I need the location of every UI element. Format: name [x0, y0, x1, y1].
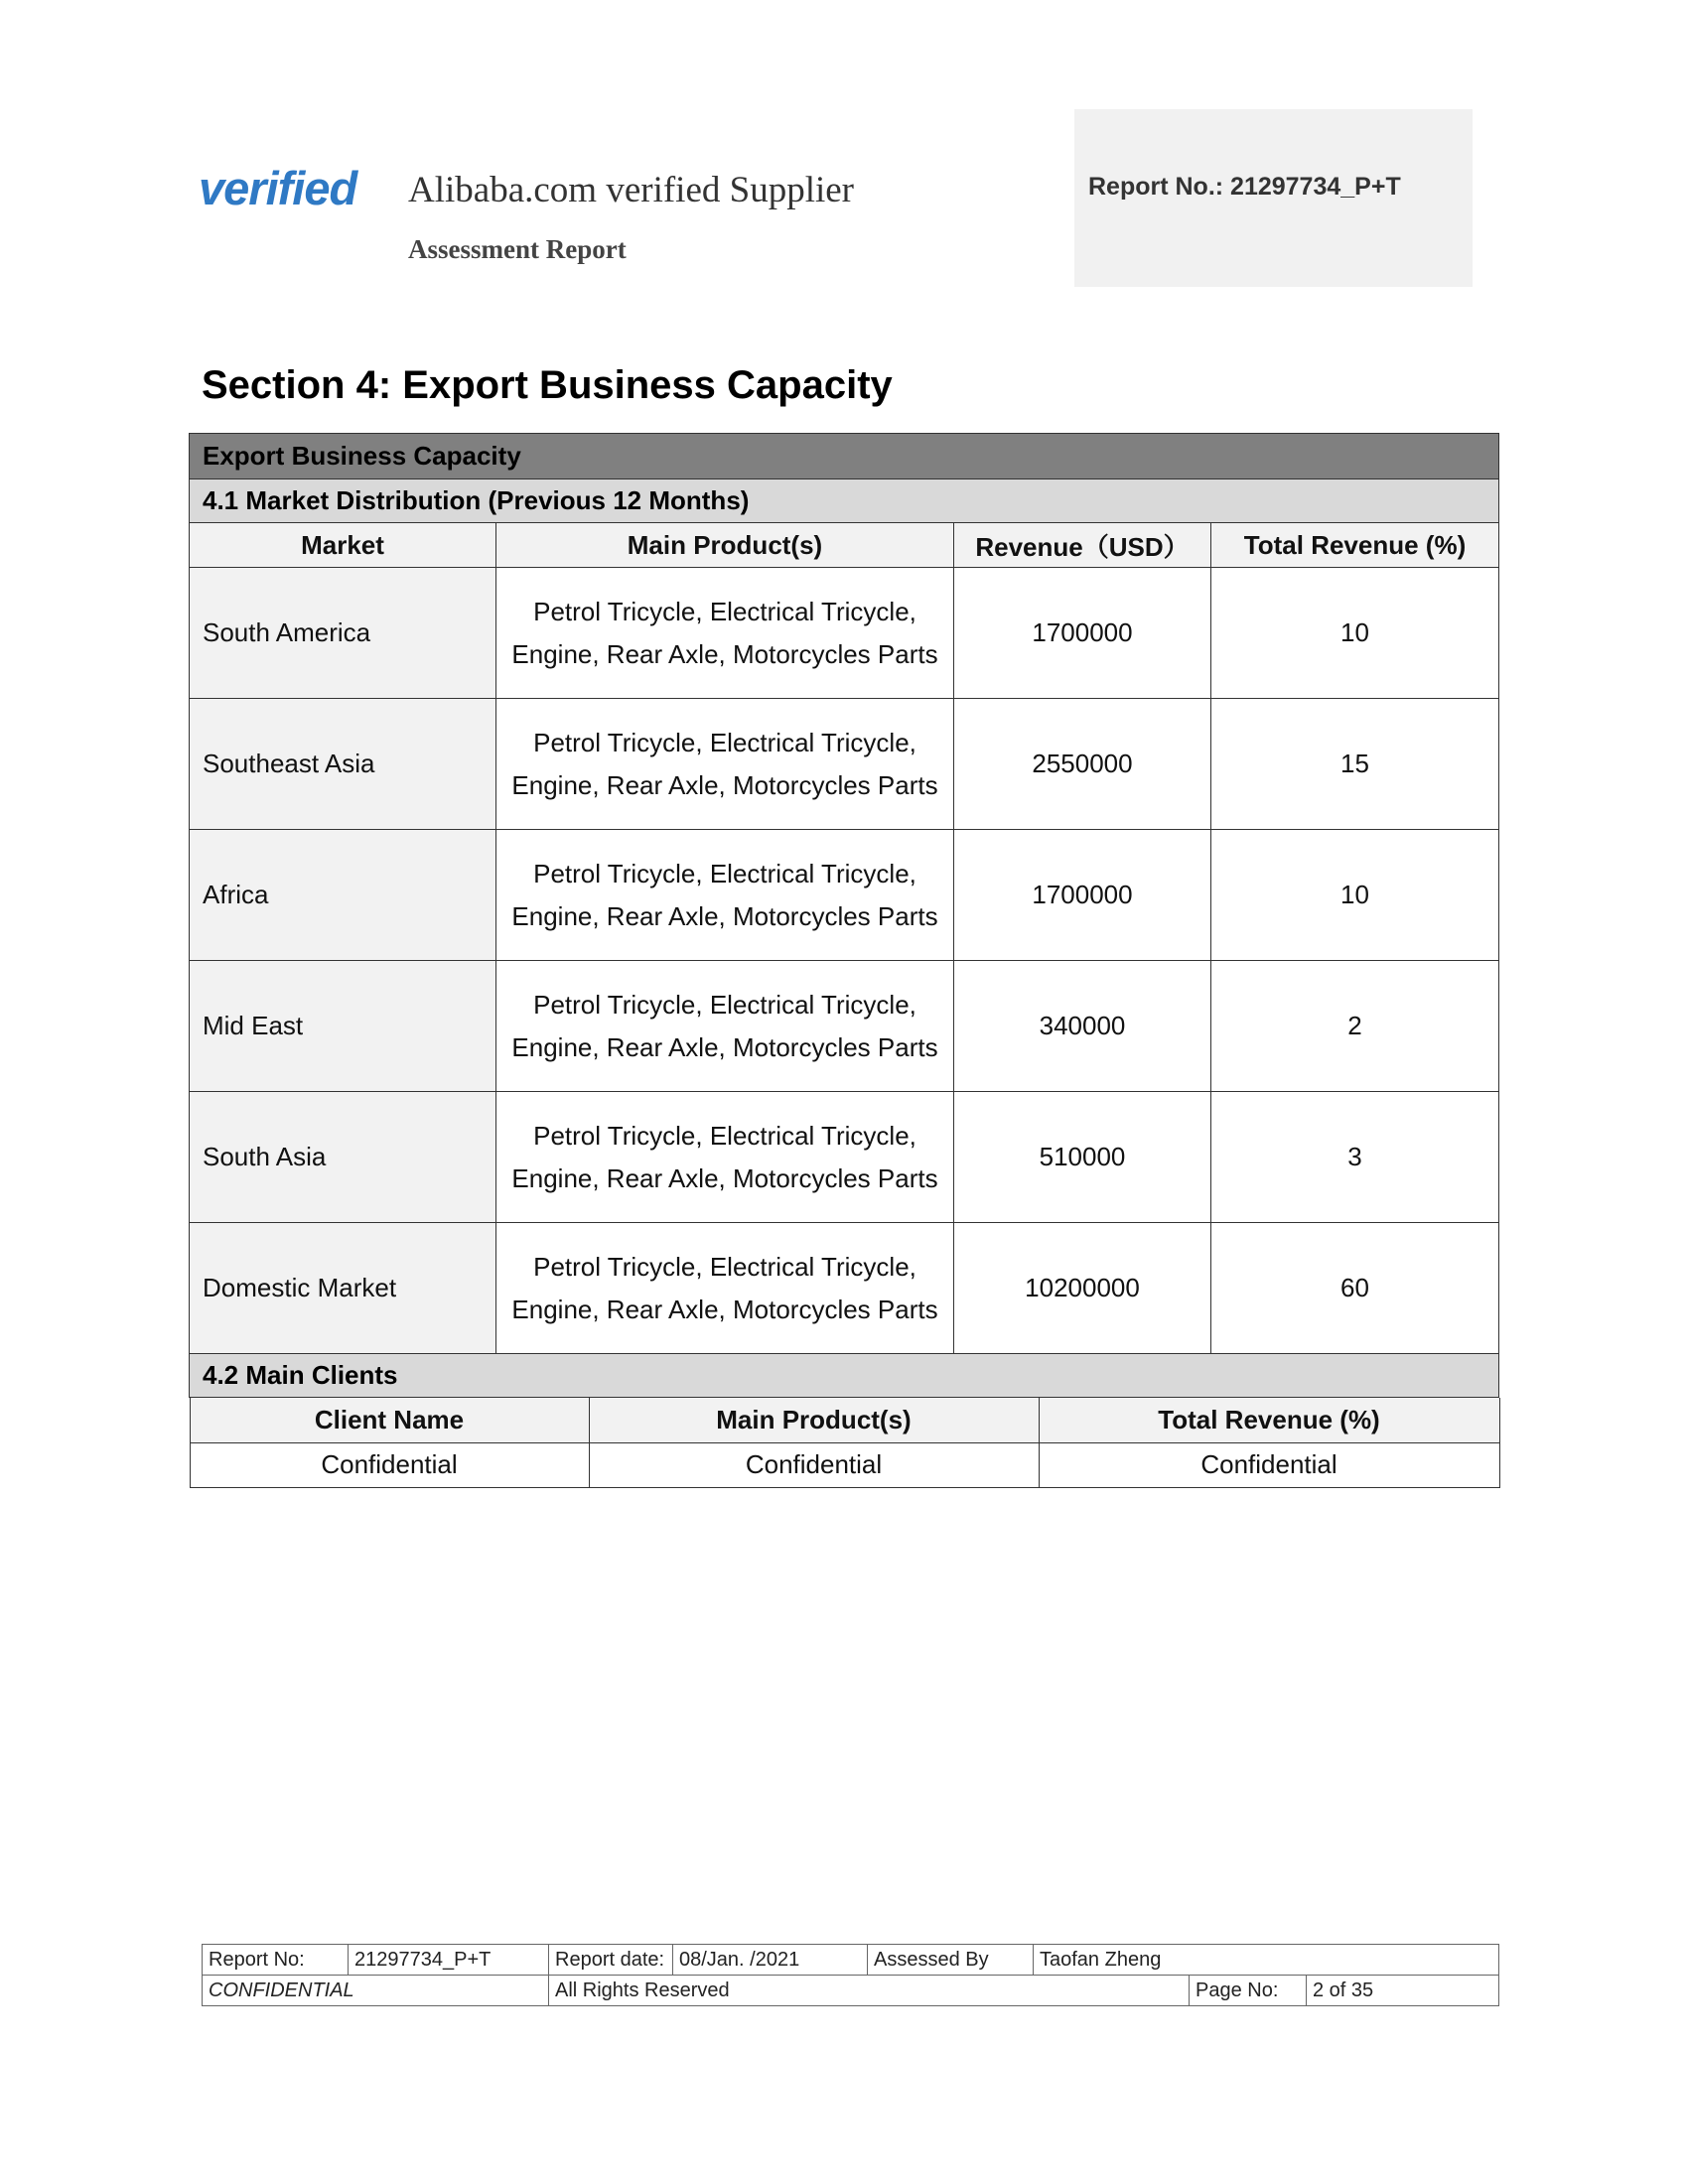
footer-assessed-by: Taofan Zheng — [1034, 1945, 1499, 1976]
footer-report-date-label: Report date: — [549, 1945, 673, 1976]
table-row — [190, 1442, 1499, 1487]
market-cell: Africa — [190, 830, 496, 961]
revenue-cell: 1700000 — [954, 830, 1211, 961]
market-header-row — [190, 523, 1499, 568]
table-row — [190, 568, 1499, 699]
percent-cell: 15 — [1211, 699, 1499, 830]
client-name-cell: Confidential — [190, 1442, 589, 1487]
footer-row — [203, 1945, 1499, 1976]
clients-table-row — [190, 1398, 1499, 1488]
footer-report-date: 08/Jan. /2021 — [673, 1945, 868, 1976]
revenue-cell: 10200000 — [954, 1223, 1211, 1354]
footer-rights: All Rights Reserved — [549, 1976, 1190, 2006]
market-cell: Southeast Asia — [190, 699, 496, 830]
section-title: Section 4: Export Business Capacity — [202, 363, 893, 407]
table-row — [190, 961, 1499, 1092]
market-cell: South Asia — [190, 1092, 496, 1223]
column-header: Main Product(s) — [496, 523, 954, 568]
column-header: Main Product(s) — [589, 1398, 1039, 1442]
column-header: Total Revenue (%) — [1211, 523, 1499, 568]
footer-row — [203, 1976, 1499, 2006]
products-cell: Petrol Tricycle, Electrical Tricycle, Engine, Rear Axle, Motorcycles Parts — [496, 1223, 954, 1354]
products-cell: Petrol Tricycle, Electrical Tricycle, Engine, Rear Axle, Motorcycles Parts — [496, 1092, 954, 1223]
column-header: Market — [190, 523, 496, 568]
products-cell: Petrol Tricycle, Electrical Tricycle, Engine, Rear Axle, Motorcycles Parts — [496, 568, 954, 699]
market-cell: Domestic Market — [190, 1223, 496, 1354]
products-cell: Petrol Tricycle, Electrical Tricycle, Engine, Rear Axle, Motorcycles Parts — [496, 961, 954, 1092]
export-capacity-table — [189, 433, 1499, 1488]
products-cell: Petrol Tricycle, Electrical Tricycle, Engine, Rear Axle, Motorcycles Parts — [496, 699, 954, 830]
revenue-cell: 2550000 — [954, 699, 1211, 830]
footer-confidential: CONFIDENTIAL — [203, 1976, 549, 2006]
clients-table — [190, 1398, 1500, 1488]
percent-cell: 3 — [1211, 1092, 1499, 1223]
column-header: Revenue（USD） — [954, 523, 1211, 568]
table-caption-row — [190, 434, 1499, 479]
column-header: Total Revenue (%) — [1039, 1398, 1499, 1442]
clients-table-wrapper — [190, 1398, 1499, 1488]
table-row — [190, 1092, 1499, 1223]
revenue-cell: 1700000 — [954, 568, 1211, 699]
brand-subtitle: Assessment Report — [408, 234, 627, 264]
page-footer — [202, 1944, 1499, 2006]
footer-report-no: 21297734_P+T — [349, 1945, 549, 1976]
footer-report-no-label: Report No: — [203, 1945, 349, 1976]
market-section-row — [190, 479, 1499, 523]
percent-cell: 10 — [1211, 568, 1499, 699]
market-cell: South America — [190, 568, 496, 699]
footer-page-no-label: Page No: — [1190, 1976, 1307, 2006]
clients-section-row — [190, 1354, 1499, 1398]
percent-cell: 2 — [1211, 961, 1499, 1092]
table-caption: Export Business Capacity — [190, 434, 1499, 479]
column-header: Client Name — [190, 1398, 589, 1442]
revenue-cell: 510000 — [954, 1092, 1211, 1223]
client-percent-cell: Confidential — [1039, 1442, 1499, 1487]
market-section-title: 4.1 Market Distribution (Previous 12 Months) — [190, 479, 1499, 523]
footer-assessed-by-label: Assessed By — [868, 1945, 1034, 1976]
clients-header-row — [190, 1398, 1499, 1442]
brand-title: Alibaba.com verified Supplier — [408, 170, 855, 210]
percent-cell: 60 — [1211, 1223, 1499, 1354]
percent-cell: 10 — [1211, 830, 1499, 961]
clients-section-title: 4.2 Main Clients — [190, 1354, 1499, 1398]
report-number-box — [1074, 109, 1473, 287]
revenue-cell: 340000 — [954, 961, 1211, 1092]
verified-logo-text: verified — [199, 162, 357, 214]
verified-logo — [199, 157, 373, 220]
table-row — [190, 1223, 1499, 1354]
footer-page-no: 2 of 35 — [1307, 1976, 1499, 2006]
table-row — [190, 830, 1499, 961]
report-number: Report No.: 21297734_P+T — [1088, 173, 1401, 201]
client-products-cell: Confidential — [589, 1442, 1039, 1487]
table-row — [190, 699, 1499, 830]
market-cell: Mid East — [190, 961, 496, 1092]
products-cell: Petrol Tricycle, Electrical Tricycle, Engine, Rear Axle, Motorcycles Parts — [496, 830, 954, 961]
